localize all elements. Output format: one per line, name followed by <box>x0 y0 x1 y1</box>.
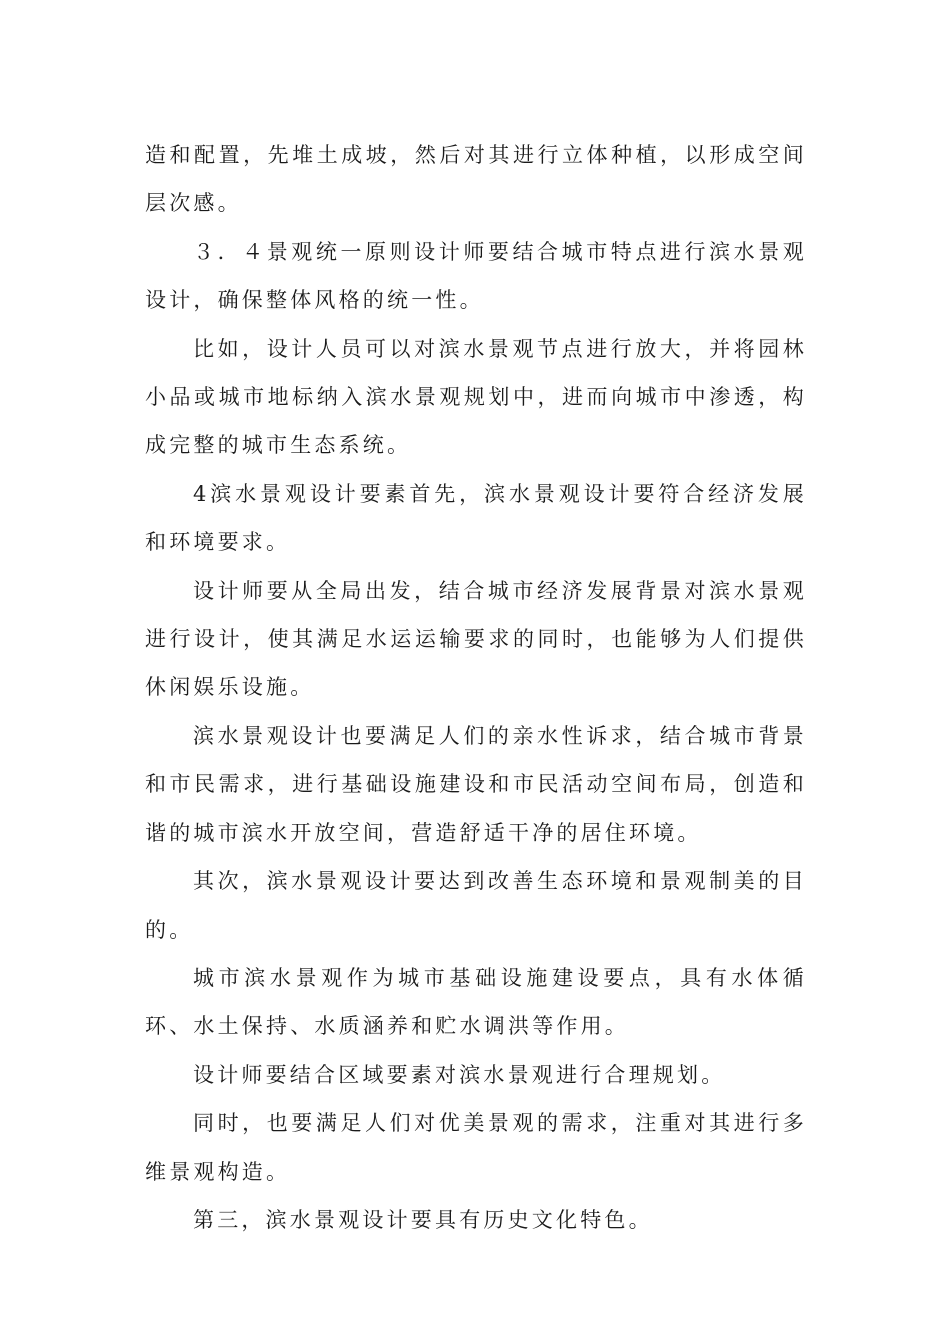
paragraph-5: 设计师要从全局出发，结合城市经济发展背景对滨水景观进行设计，使其满足水运运输要求的同时，也能够为人们提供休闲娱乐设施。 <box>145 578 807 700</box>
paragraph-1: 造和配置，先堆土成坡，然后对其进行立体种植，以形成空间层次感。 <box>145 143 807 216</box>
paragraph-6: 滨水景观设计也要满足人们的亲水性诉求，结合城市背景和市民需求，进行基础设施建设和市民活动空间布局，创造和谐的城市滨水开放空间，营造舒适干净的居住环境。 <box>145 723 807 845</box>
paragraph-11: 第三，滨水景观设计要具有历史文化特色。 <box>193 1207 653 1232</box>
paragraph-10: 同时，也要满足人们对优美景观的需求，注重对其进行多维景观构造。 <box>145 1111 807 1184</box>
paragraph-4: 4滨水景观设计要素首先，滨水景观设计要符合经济发展和环境要求。 <box>145 481 807 555</box>
document-body <box>145 131 807 1244</box>
paragraph-8: 城市滨水景观作为城市基础设施建设要点，具有水体循环、水土保持、水质涵养和贮水调洪等作用。 <box>145 965 807 1039</box>
paragraph-3: 比如，设计人员可以对滨水景观节点进行放大，并将园林小品或城市地标纳入滨水景观规划中，进而向城市中渗透，构成完整的城市生态系统。 <box>145 336 807 458</box>
paragraph-9: 设计师要结合区域要素对滨水景观进行合理规划。 <box>193 1062 726 1087</box>
paragraph-7: 其次，滨水景观设计要达到改善生态环境和景观制美的目的。 <box>145 869 807 942</box>
paragraph-2: ３．４景观统一原则设计师要结合城市特点进行滨水景观设计，确保整体风格的统一性。 <box>145 239 807 313</box>
